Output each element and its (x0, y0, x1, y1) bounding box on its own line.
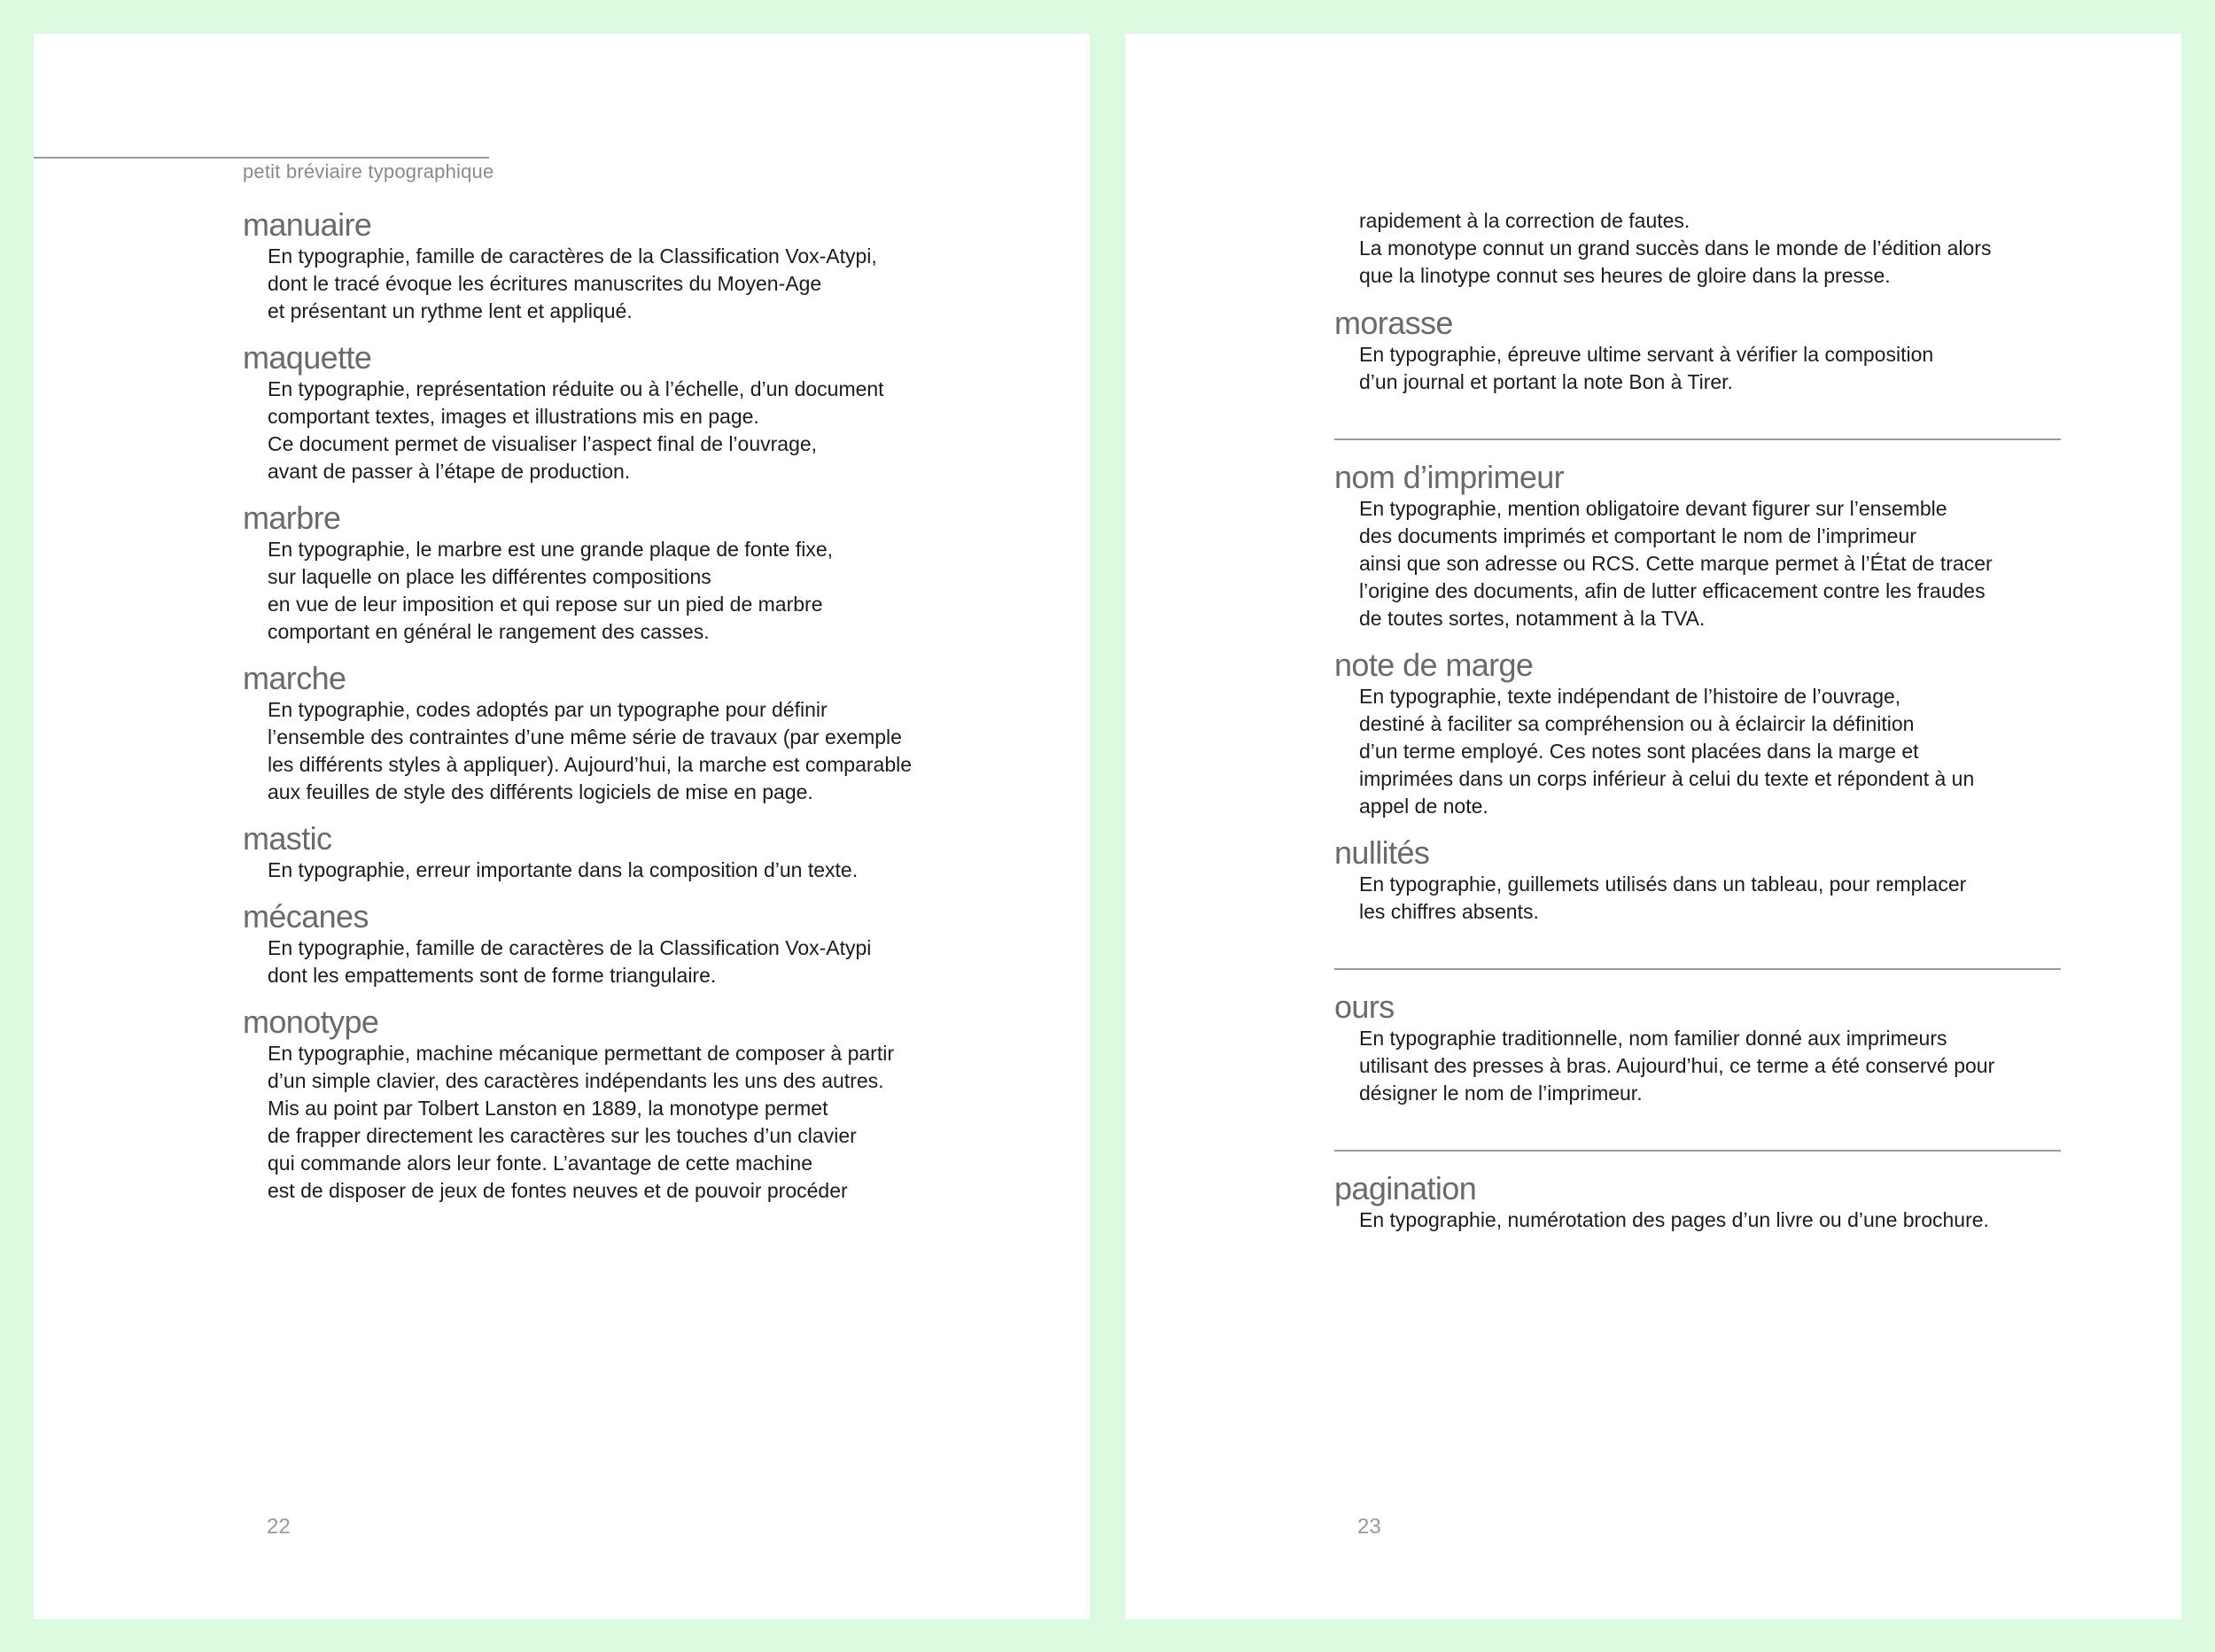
entry-definition: En typographie, machine mécanique permettant de composer à partir d’un simple clavier, des caractères indépendants les uns des autres. Mis au point par Tolbert Lanston en 1889, la monotype permet de frapper directement les caractères sur les touches d’un clavier qui commande alors leur fonte. L’avantage de cette machine est de disposer de jeux de fontes neuves et de pouvoir procéder (268, 1042, 895, 1202)
entry-term: marbre (243, 500, 341, 536)
entry-definition: En typographie, erreur importante dans la composition d’un texte. (268, 858, 859, 881)
glossary-entry (1334, 1171, 2079, 1234)
glossary-entry (1334, 648, 2079, 820)
entry-term: pagination (1334, 1170, 1477, 1206)
entry-definition: En typographie traditionnelle, nom familier donné aux imprimeurs utilisant des presses à bras. Aujourd’hui, ce terme a été conservé pour désigner le nom de l’imprimeur. (1359, 1027, 1995, 1105)
entry-term: nullités (1334, 834, 1430, 871)
glossary-entry (1334, 835, 2079, 926)
right-page (1125, 34, 2181, 1619)
glossary-entry (243, 500, 1040, 646)
entry-definition: En typographie, le marbre est une grande plaque de fonte fixe, sur laquelle on place les différentes compositions en vue de leur imposition et qui repose sur un pied de marbre comportant en général le rangement des casses. (268, 538, 834, 643)
glossary-entry (243, 1004, 1040, 1205)
entry-term: maquette (243, 339, 372, 376)
glossary-entry (243, 340, 1040, 485)
glossary-entry (243, 207, 1040, 325)
glossary-entry (243, 821, 1040, 884)
entry-definition: En typographie, famille de caractères de la Classification Vox-Atypi, dont le tracé évoque les écritures manuscrites du Moyen-Age et présentant un rythme lent et appliqué. (268, 244, 877, 322)
entry-definition: En typographie, mention obligatoire devant figurer sur l’ensemble des documents imprimés et comportant le nom de l’imprimeur ainsi que son adresse ou RCS. Cette marque permet à l’État de tracer l’origine des documents, afin de lutter efficacement contre les fraudes de toutes sortes, notamment à la TVA. (1359, 497, 1993, 630)
entry-definition: En typographie, représentation réduite ou à l’échelle, d’un document comportant textes, images et illustrations mis en page. Ce document permet de visualiser l’aspect final de l’ouvrage, avant de passer à l’étape de production. (268, 377, 884, 483)
entry-term: mécanes (243, 898, 369, 935)
entry-definition: En typographie, numérotation des pages d’un livre ou d’une brochure. (1359, 1208, 1989, 1231)
entry-definition: En typographie, épreuve ultime servant à vérifier la composition d’un journal et portant la note Bon à Tirer. (1359, 343, 1934, 393)
letter-divider (1334, 1150, 2061, 1152)
entry-term: note de marge (1334, 647, 1534, 683)
glossary-entry (1334, 306, 2079, 396)
entry-term: morasse (1334, 305, 1453, 341)
glossary-entry (243, 661, 1040, 806)
continued-definition: rapidement à la correction de fautes. La monotype connut un grand succès dans le monde de l’édition alors que la linotype connut ses heures de gloire dans la presse. (1359, 209, 1992, 287)
left-page (34, 34, 1090, 1619)
letter-divider (1334, 968, 2061, 970)
running-head-rule (34, 157, 489, 159)
glossary-entry (1334, 989, 2079, 1107)
glossary-entry (1334, 460, 2079, 632)
glossary-column-right (1334, 207, 2079, 1234)
glossary-column-left (243, 207, 1040, 1205)
entry-definition: En typographie, guillemets utilisés dans un tableau, pour remplacer les chiffres absents. (1359, 873, 1967, 923)
page-number: 23 (1357, 1515, 1381, 1539)
entry-term: mastic (243, 820, 332, 857)
entry-term: nom d’imprimeur (1334, 459, 1565, 495)
letter-divider (1334, 438, 2061, 440)
entry-term: manuaire (243, 206, 372, 243)
glossary-entry (243, 899, 1040, 989)
entry-term: monotype (243, 1004, 379, 1040)
entry-definition: En typographie, texte indépendant de l’histoire de l’ouvrage, destiné à faciliter sa compréhension ou à éclaircir la définition d’un terme employé. Ces notes sont placées dans la marge et imprimées dans un corps inférieur à celui du texte et répondent à un appel de note. (1359, 685, 1975, 818)
page-number: 22 (267, 1515, 291, 1539)
entry-term: ours (1334, 989, 1395, 1025)
running-head-title: petit bréviaire typographique (243, 160, 494, 182)
entry-definition: En typographie, famille de caractères de la Classification Vox-Atypi dont les empattements sont de forme triangulaire. (268, 936, 872, 987)
entry-term: marche (243, 660, 346, 696)
entry-definition: En typographie, codes adoptés par un typographe pour définir l’ensemble des contraintes d’une même série de travaux (par exemple les différents styles à appliquer). Aujourd’hui, la marche est comparable aux feuilles de style des différents logiciels de mise en page. (268, 698, 913, 803)
